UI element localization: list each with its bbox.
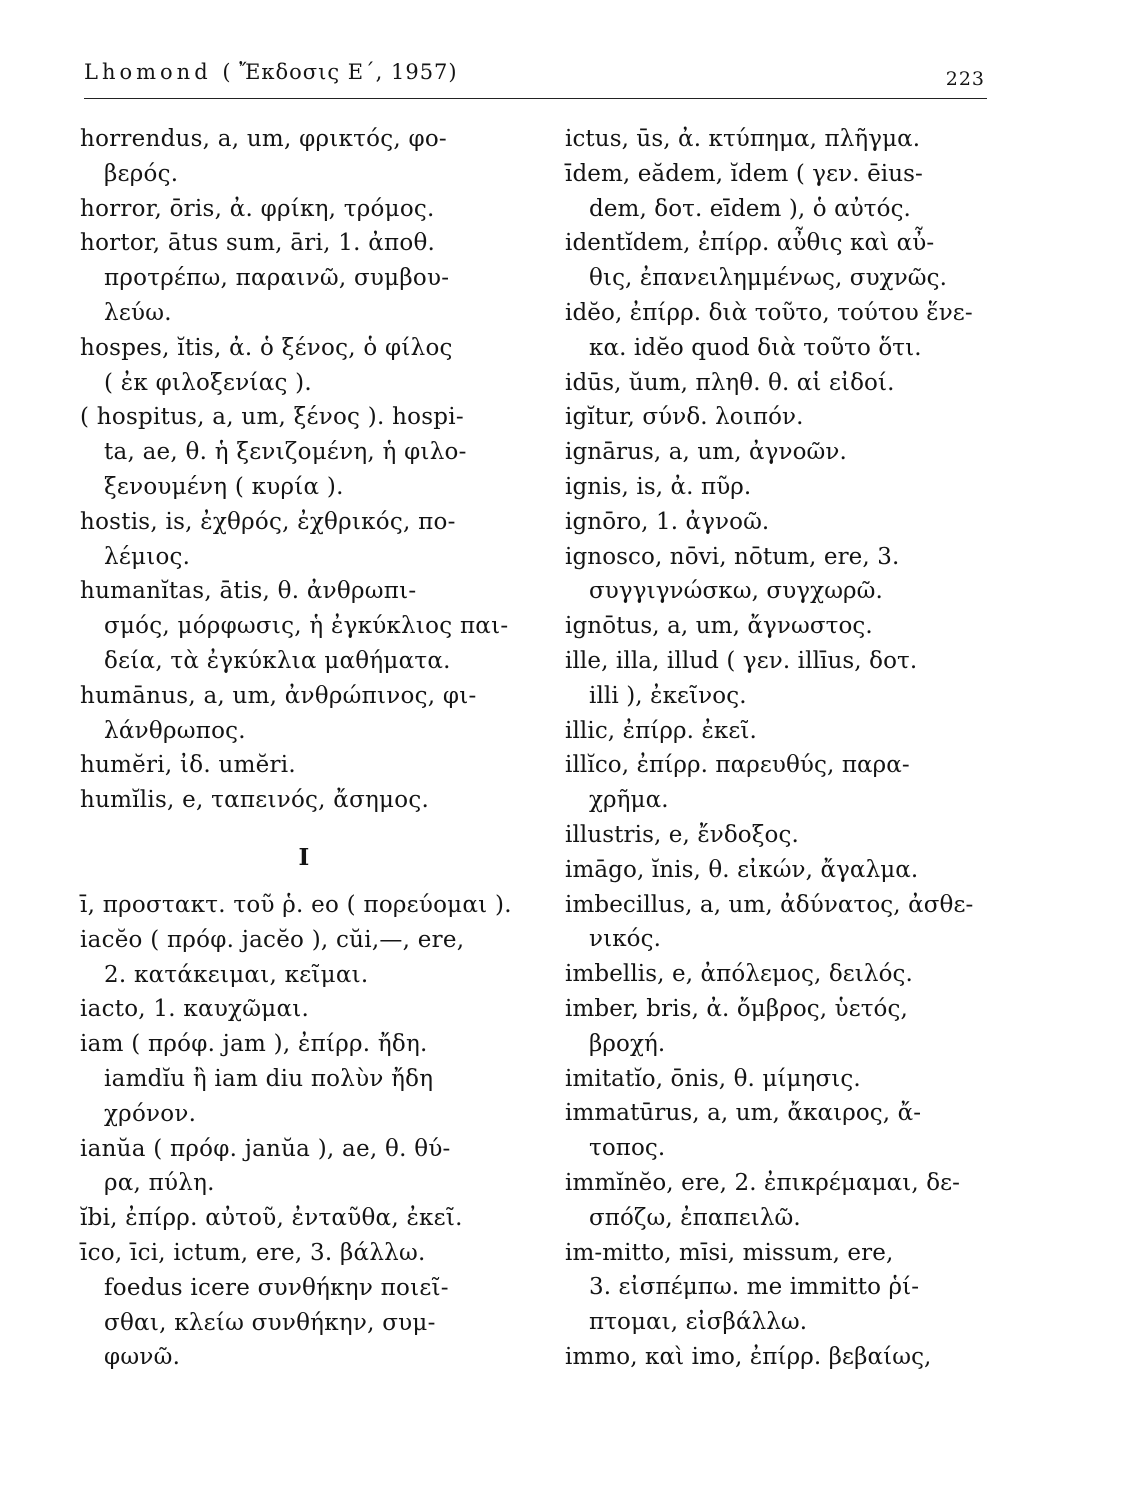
entry-line: horror, ōris, ἀ. φρίκη, τρόμος. bbox=[80, 195, 435, 222]
running-head-edition: ( Ἔκδοσις Ε΄, 1957) bbox=[222, 60, 458, 84]
entry-line: ignārus, a, um, ἀγνοῶν. bbox=[565, 439, 847, 466]
section-letter: I bbox=[298, 843, 310, 871]
entry-line: θις, ἐπανειλημμένως, συχνῶς. bbox=[589, 265, 948, 292]
entry-line: humĭlis, e, ταπεινός, ἄσημος. bbox=[80, 787, 430, 814]
entry-line: illĭco, ἐπίρρ. παρευθύς, παρα- bbox=[565, 752, 910, 779]
entry-line: īdem, eădem, ĭdem ( γεν. ēius- bbox=[565, 160, 923, 187]
entry-line: hortor, ātus sum, āri, 1. ἀποθ. bbox=[80, 230, 436, 257]
entry-line: ignosco, nōvi, nōtum, ere, 3. bbox=[565, 543, 900, 570]
entry-line: ta, ae, θ. ἡ ξενιζομένη, ἡ φιλο- bbox=[104, 439, 467, 466]
entry-line: immatūrus, a, um, ἄκαιρος, ἄ- bbox=[565, 1100, 922, 1127]
entry-line: κα. idĕo quod διὰ τοῦτο ὅτι. bbox=[589, 334, 922, 361]
entry-line: βροχή. bbox=[589, 1030, 666, 1057]
page-header bbox=[84, 58, 987, 99]
entry-line: πτομαι, εἰσβάλλω. bbox=[589, 1309, 808, 1336]
entry-line: ρα, πύλη. bbox=[104, 1170, 215, 1197]
entry-line: īco, īci, ictum, ere, 3. βάλλω. bbox=[80, 1239, 426, 1266]
entry-line: illic, ἐπίρρ. ἐκεῖ. bbox=[565, 717, 757, 744]
entry-line: χρῆμα. bbox=[589, 787, 669, 814]
entry-line: 2. κατάκειμαι, κεῖμαι. bbox=[104, 961, 369, 988]
entry-line: λάνθρωπος. bbox=[104, 717, 246, 744]
entry-line: συγγιγνώσκω, συγχωρῶ. bbox=[589, 578, 883, 605]
entry-line: σπόζω, ἐπαπειλῶ. bbox=[589, 1204, 801, 1231]
entry-line: φωνῶ. bbox=[104, 1344, 181, 1371]
entry-line: humĕri, ἰδ. umĕri. bbox=[80, 752, 296, 779]
page-number: 223 bbox=[945, 68, 985, 90]
entry-line: ictus, ūs, ἀ. κτύπημα, πλῆγμα. bbox=[565, 126, 921, 152]
entry-line: iam ( πρόφ. jam ), ἐπίρρ. ἤδη. bbox=[80, 1031, 428, 1058]
entry-line: hospes, ĭtis, ἀ. ὁ ξένος, ὁ φίλος bbox=[80, 334, 453, 361]
entry-line: χρόνον. bbox=[104, 1100, 197, 1127]
entry-line: immo, καὶ imo, ἐπίρρ. βεβαίως, bbox=[565, 1343, 932, 1370]
entry-line: illustris, e, ἔνδοξος. bbox=[565, 821, 799, 848]
entry-line: foedus icere συνθήκην ποιεῖ- bbox=[104, 1274, 449, 1301]
entry-line: humanĭtas, ātis, θ. ἀνθρωπι- bbox=[80, 578, 417, 605]
entry-line: ille, illa, illud ( γεν. illīus, δοτ. bbox=[565, 647, 918, 674]
entry-line: λεύω. bbox=[104, 299, 172, 326]
entry-line: νικός. bbox=[589, 926, 662, 953]
entry-line: ( hospitus, a, um, ξένος ). hospi- bbox=[80, 404, 464, 431]
left-column bbox=[80, 122, 528, 1375]
entry-line: ignōro, 1. ἀγνοῶ. bbox=[565, 508, 770, 535]
entry-line: ( ἐκ φιλοξενίας ). bbox=[104, 369, 312, 396]
entry-line: ignōtus, a, um, ἄγνωστος. bbox=[565, 613, 873, 640]
entry-line: ianŭa ( πρόφ. janŭa ), ae, θ. θύ- bbox=[80, 1135, 451, 1162]
running-head bbox=[84, 60, 458, 84]
entry-line: imitatĭo, ōnis, θ. μίμησις. bbox=[565, 1065, 861, 1092]
entry-line: δεία, τὰ ἐγκύκλια μαθήματα. bbox=[104, 647, 451, 674]
entry-line: προτρέπω, παραινῶ, συμβου- bbox=[104, 265, 450, 292]
entry-line: identĭdem, ἐπίρρ. αὖθις καὶ αὖ- bbox=[565, 230, 935, 257]
entry-line: hostis, is, ἐχθρός, ἐχθρικός, πο- bbox=[80, 508, 456, 535]
entry-line: σμός, μόρφωσις, ἡ ἐγκύκλιος παι- bbox=[104, 613, 509, 640]
entry-line: ignis, is, ἀ. πῦρ. bbox=[565, 473, 752, 500]
entry-line: idĕo, ἐπίρρ. διὰ τοῦτο, τούτου ἕνε- bbox=[565, 299, 973, 326]
entry-line: igĭtur, σύνδ. λοιπόν. bbox=[565, 404, 804, 431]
entry-line: iacto, 1. καυχῶμαι. bbox=[80, 996, 310, 1023]
entry-line: imbecillus, a, um, ἀδύνατος, ἀσθε- bbox=[565, 891, 974, 918]
entry-line: imbellis, e, ἀπόλεμος, δειλός. bbox=[565, 961, 913, 988]
running-head-author: Lhomond bbox=[84, 60, 212, 84]
entry-line: illi ), ἐκεῖνος. bbox=[589, 682, 747, 709]
entry-line: imāgo, ĭnis, θ. εἰκών, ἄγαλμα. bbox=[565, 856, 919, 883]
entry-line: ĭbi, ἐπίρρ. αὐτοῦ, ἐνταῦθα, ἐκεῖ. bbox=[80, 1205, 463, 1232]
entry-line: τοπος. bbox=[589, 1135, 666, 1162]
entry-line: iamdĭu ἢ iam diu πολὺν ἤδη bbox=[104, 1065, 434, 1092]
entry-line: humānus, a, um, ἀνθρώπινος, φι- bbox=[80, 682, 477, 709]
entry-line: idūs, ŭum, πληθ. θ. αἱ εἰδοί. bbox=[565, 369, 895, 396]
entry-line: 3. εἰσπέμπω. me immitto ῥί- bbox=[589, 1274, 920, 1301]
entry-line: im-mitto, mīsi, missum, ere, bbox=[565, 1239, 894, 1266]
entry-line: imber, bris, ἀ. ὄμβρος, ὑετός, bbox=[565, 995, 908, 1022]
entry-line: βερός. bbox=[104, 160, 179, 187]
entry-line: dem, δοτ. eīdem ), ὁ αὐτός. bbox=[589, 195, 911, 222]
entry-line: ξενουμένη ( κυρία ). bbox=[104, 473, 344, 500]
entry-line: immĭnĕo, ere, 2. ἐπικρέμαμαι, δε- bbox=[565, 1169, 961, 1196]
entry-line: iacĕo ( πρόφ. jacĕo ), cŭi,—, ere, bbox=[80, 926, 465, 953]
entry-line: σθαι, κλείω συνθήκην, συμ- bbox=[104, 1309, 436, 1336]
right-column bbox=[565, 122, 990, 1375]
entry-line: λέμιος. bbox=[104, 543, 191, 570]
entry-line: horrendus, a, um, φρικτός, φο- bbox=[80, 126, 447, 152]
entry-line: ī, προστακτ. τοῦ ῥ. eo ( πορεύομαι ). bbox=[80, 891, 512, 918]
